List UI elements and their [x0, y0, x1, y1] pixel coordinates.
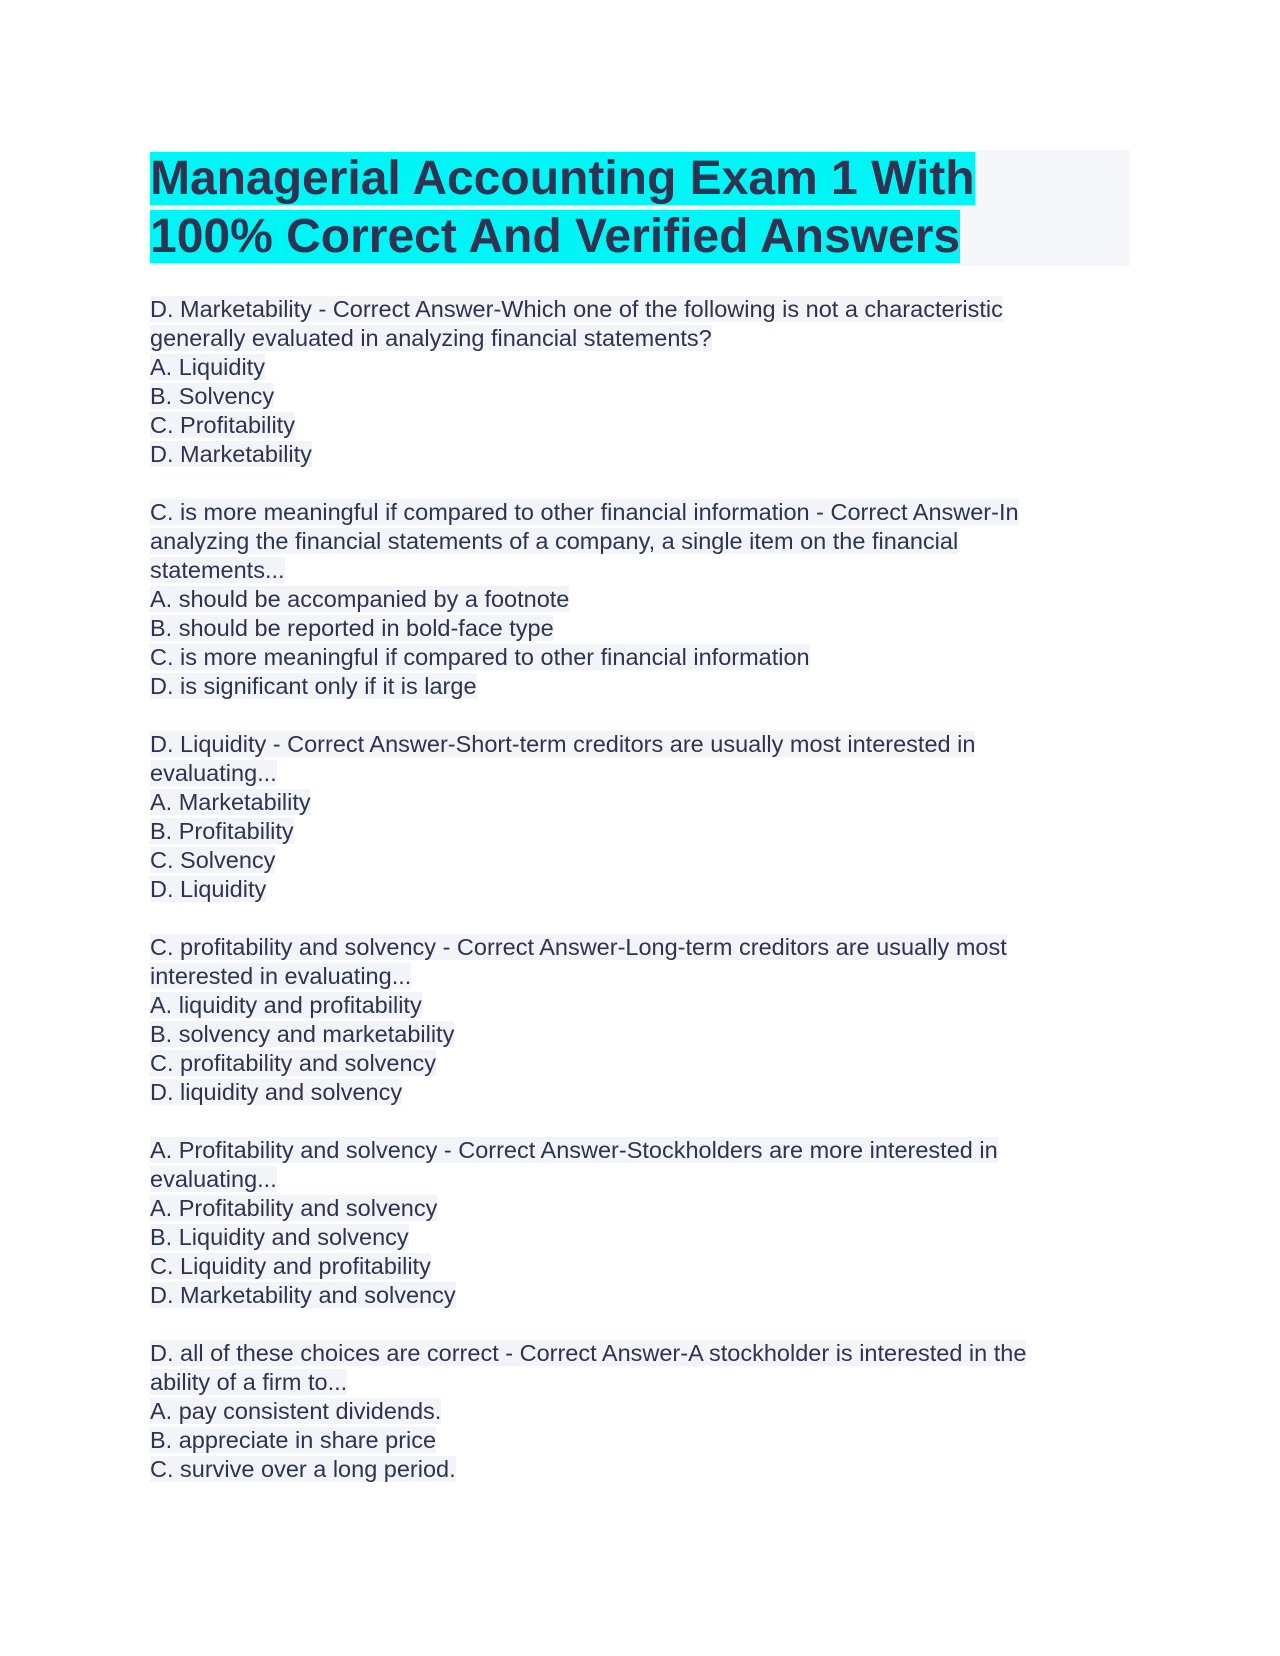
option-text: D. liquidity and solvency	[150, 1079, 403, 1105]
question-block	[150, 1136, 1130, 1310]
title-block	[150, 150, 1130, 266]
question-text: D. Liquidity - Correct Answer-Short-term creditors are usually most interested in	[150, 731, 976, 757]
question-header	[150, 1339, 1130, 1368]
title-line-2: 100% Correct And Verified Answers	[150, 210, 961, 263]
answer-option	[150, 817, 1130, 846]
question-text: analyzing the financial statements of a company, a single item on the financial	[150, 528, 959, 554]
option-text: A. Profitability and solvency	[150, 1195, 438, 1221]
answer-option	[150, 1455, 1130, 1484]
question-text: evaluating...	[150, 1166, 277, 1192]
option-text: B. solvency and marketability	[150, 1021, 455, 1047]
answer-option	[150, 1194, 1130, 1223]
answer-option	[150, 1223, 1130, 1252]
option-text: A. pay consistent dividends.	[150, 1398, 442, 1424]
question-header	[150, 527, 1130, 556]
question-text: A. Profitability and solvency - Correct Answer-Stockholders are more interested in	[150, 1137, 998, 1163]
question-block	[150, 498, 1130, 701]
question-header	[150, 1136, 1130, 1165]
question-header	[150, 498, 1130, 527]
answer-option	[150, 788, 1130, 817]
option-text: C. Liquidity and profitability	[150, 1253, 431, 1279]
question-text: D. all of these choices are correct - Correct Answer-A stockholder is interested in the	[150, 1340, 1027, 1366]
answer-option	[150, 672, 1130, 701]
question-text: D. Marketability - Correct Answer-Which one of the following is not a characteristic	[150, 296, 1003, 322]
question-header	[150, 1165, 1130, 1194]
option-text: D. Marketability	[150, 441, 312, 467]
question-text: ability of a firm to...	[150, 1369, 348, 1395]
option-text: A. should be accompanied by a footnote	[150, 586, 570, 612]
option-text: C. survive over a long period.	[150, 1456, 456, 1482]
question-block	[150, 1339, 1130, 1484]
option-text: C. is more meaningful if compared to other financial information	[150, 644, 810, 670]
question-text: generally evaluated in analyzing financial statements?	[150, 325, 712, 351]
answer-option	[150, 643, 1130, 672]
option-text: D. is significant only if it is large	[150, 673, 477, 699]
option-text: B. appreciate in share price	[150, 1427, 437, 1453]
question-header	[150, 759, 1130, 788]
question-header	[150, 962, 1130, 991]
answer-option	[150, 1397, 1130, 1426]
answer-option	[150, 614, 1130, 643]
answer-option	[150, 1078, 1130, 1107]
option-text: C. profitability and solvency	[150, 1050, 437, 1076]
question-header	[150, 556, 1130, 585]
option-text: B. Solvency	[150, 383, 275, 409]
question-header	[150, 324, 1130, 353]
answer-option	[150, 1252, 1130, 1281]
answer-option	[150, 585, 1130, 614]
question-text: interested in evaluating...	[150, 963, 412, 989]
answer-option	[150, 1426, 1130, 1455]
document-title	[150, 150, 1130, 266]
answer-option	[150, 846, 1130, 875]
answer-option	[150, 875, 1130, 904]
answer-option	[150, 1281, 1130, 1310]
question-header	[150, 730, 1130, 759]
answer-option	[150, 1020, 1130, 1049]
question-block	[150, 295, 1130, 469]
question-text: C. is more meaningful if compared to other financial information - Correct Answer-In	[150, 499, 1019, 525]
answer-option	[150, 411, 1130, 440]
question-text: C. profitability and solvency - Correct Answer-Long-term creditors are usually most	[150, 934, 1007, 960]
option-text: C. Solvency	[150, 847, 276, 873]
question-header	[150, 295, 1130, 324]
option-text: A. Liquidity	[150, 354, 265, 380]
question-block	[150, 933, 1130, 1107]
question-header	[150, 933, 1130, 962]
document-page	[150, 150, 1130, 1484]
option-text: B. Profitability	[150, 818, 294, 844]
question-header	[150, 1368, 1130, 1397]
question-text: evaluating...	[150, 760, 277, 786]
answer-option	[150, 1049, 1130, 1078]
option-text: D. Liquidity	[150, 876, 267, 902]
option-text: B. should be reported in bold-face type	[150, 615, 554, 641]
option-text: A. liquidity and profitability	[150, 992, 422, 1018]
answer-option	[150, 353, 1130, 382]
option-text: C. Profitability	[150, 412, 295, 438]
title-line-1: Managerial Accounting Exam 1 With	[150, 152, 975, 205]
answer-option	[150, 991, 1130, 1020]
option-text: B. Liquidity and solvency	[150, 1224, 409, 1250]
answer-option	[150, 382, 1130, 411]
option-text: D. Marketability and solvency	[150, 1282, 456, 1308]
question-block	[150, 730, 1130, 904]
option-text: A. Marketability	[150, 789, 311, 815]
question-text: statements...	[150, 557, 285, 583]
answer-option	[150, 440, 1130, 469]
